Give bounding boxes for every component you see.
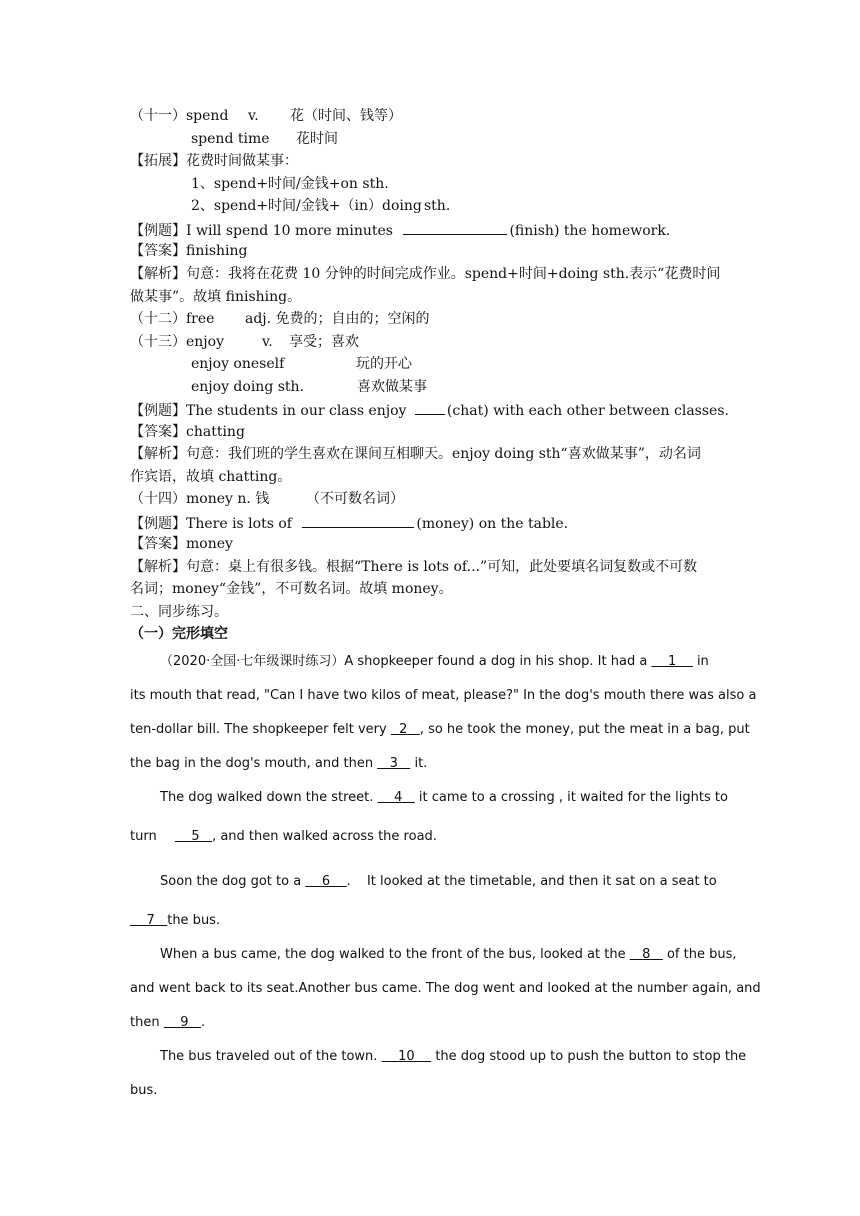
passage-line-8: [130, 911, 220, 931]
passage-text: ten-dollar bill. The shopkeeper felt very: [130, 722, 387, 737]
passage-line-4: [130, 754, 427, 774]
example-enjoy-prefix: 【例题】The students in our class enjoy: [130, 403, 407, 419]
phrase-enjoy-doing: enjoy doing sth.: [191, 379, 305, 395]
blank-number: 9: [180, 1015, 189, 1030]
phrase-enjoy-oneself-meaning: 玩的开心: [356, 356, 412, 372]
cloze-blank-10: [382, 1049, 432, 1064]
passage-line-10: and went back to its seat.Another bus came. The dog went and looked at the number again, and: [130, 981, 761, 996]
extension-rule-2-end: sth.: [424, 198, 451, 214]
blank-number: 8: [642, 947, 651, 962]
answer-blank: [415, 399, 445, 415]
passage-text: It looked at the timetable, and then it sat on a seat to: [366, 874, 717, 889]
extension-rule-2: 2、spend+时间/金钱+（in）doing: [191, 198, 422, 214]
passage-line-9: [160, 945, 736, 965]
passage-text: turn: [130, 829, 157, 844]
analysis-spend-line1: 【解析】句意：我将在花费 10 分钟的时间完成作业。spend+时间+doing sth.表示“花费时间: [130, 266, 721, 282]
blank-number: 6: [321, 874, 331, 889]
answer-blank: [302, 512, 414, 528]
extension-label: 【拓展】花费时间做某事：: [130, 153, 298, 169]
entry-money-heading: （十四）money n. 钱: [130, 491, 270, 507]
passage-text: The dog walked down the street.: [160, 790, 374, 805]
answer-money: 【答案】money: [130, 536, 233, 552]
example-spend: [130, 219, 670, 241]
passage-line-12: [160, 1047, 746, 1067]
passage-text: When a bus came, the dog walked to the front of the bus, looked at the: [160, 947, 626, 962]
passage-line-3: [130, 720, 750, 740]
analysis-enjoy-line2: 作宾语，故填 chatting。: [130, 469, 292, 485]
passage-line-2: its mouth that read, "Can I have two kilos of meat, please?" In the dog's mouth there was also a: [130, 688, 757, 703]
blank-number: 7: [146, 913, 155, 928]
passage-line-7: [160, 872, 717, 892]
phrase-spend-time-meaning: 花时间: [296, 131, 338, 147]
section-cloze-heading: （一）完形填空: [130, 626, 228, 642]
entry-enjoy-meaning: 享受；喜欢: [289, 334, 359, 350]
blank-number: 2: [399, 722, 408, 737]
analysis-money-line2: 名词；money“金钱”，不可数名词。故填 money。: [130, 581, 453, 597]
passage-text: The bus traveled out of the town.: [160, 1049, 378, 1064]
answer-spend: 【答案】finishing: [130, 243, 248, 259]
entry-money-note: （不可数名词）: [306, 491, 404, 507]
example-spend-suffix: (finish) the homework.: [509, 223, 671, 239]
blank-number: 5: [191, 829, 200, 844]
passage-line-5: [160, 788, 728, 808]
passage-text: the dog stood up to push the button to stop the: [435, 1049, 747, 1064]
section-practice-heading: 二、同步练习。: [130, 604, 228, 620]
answer-blank: [403, 219, 507, 235]
example-money: [130, 512, 568, 534]
passage-text: , so he took the money, put the meat in a bag, put: [419, 722, 750, 737]
example-spend-prefix: 【例题】I will spend 10 more minutes: [130, 223, 393, 239]
entry-free-meaning: adj. 免费的；自由的；空闲的: [245, 311, 430, 327]
passage-line-6: [130, 827, 437, 847]
passage-text: in: [696, 654, 709, 669]
cloze-blank-5: [175, 829, 212, 844]
passage-text: then: [130, 1015, 160, 1030]
blank-number: 3: [389, 756, 398, 771]
entry-enjoy-pos: v.: [262, 334, 273, 350]
analysis-money-line1: 【解析】句意：桌上有很多钱。根据“There is lots of...”可知，此处要填名词复数或不可数: [130, 559, 698, 575]
analysis-enjoy-line1: 【解析】句意：我们班的学生喜欢在课间互相聊天。enjoy doing sth“喜欢做某事”，动名词: [130, 446, 701, 462]
passage-line-13: bus.: [130, 1083, 158, 1098]
cloze-blank-1: [651, 654, 692, 669]
phrase-enjoy-doing-meaning: 喜欢做某事: [357, 379, 427, 395]
entry-spend-meaning: 花（时间、钱等）: [290, 108, 402, 124]
cloze-blank-3: [377, 756, 410, 771]
entry-free-heading: （十二）free: [130, 311, 215, 327]
passage-text: it came to a crossing , it waited for the lights to: [418, 790, 728, 805]
phrase-enjoy-oneself: enjoy oneself: [191, 356, 285, 372]
cloze-blank-2: [391, 722, 420, 737]
cloze-blank-4: [378, 790, 415, 805]
example-money-suffix: (money) on the table.: [416, 516, 569, 532]
blank-number: 10: [398, 1049, 415, 1064]
cloze-blank-7: [130, 913, 167, 928]
answer-enjoy: 【答案】chatting: [130, 424, 245, 440]
phrase-spend-time: spend time: [191, 131, 270, 147]
extension-rule-1: 1、spend+时间/金钱+on sth.: [191, 176, 389, 192]
passage-text: .: [346, 874, 351, 889]
cloze-blank-8: [630, 947, 663, 962]
blank-number: 1: [667, 654, 677, 669]
passage-text: Soon the dog got to a: [160, 874, 302, 889]
passage-text: of the bus,: [666, 947, 737, 962]
cloze-blank-6: [305, 874, 346, 889]
passage-text: the bag in the dog's mouth, and then: [130, 756, 374, 771]
passage-text: the bus.: [167, 913, 221, 928]
passage-line-11: [130, 1013, 205, 1033]
example-enjoy: [130, 399, 729, 421]
entry-spend-pos: v.: [248, 108, 259, 124]
example-enjoy-suffix: (chat) with each other between classes.: [446, 403, 729, 419]
passage-line-1: [160, 652, 709, 672]
passage-text: it.: [414, 756, 428, 771]
passage-text: .: [200, 1015, 206, 1030]
entry-enjoy-heading: （十三）enjoy: [130, 334, 224, 350]
example-money-prefix: 【例题】There is lots of: [130, 516, 292, 532]
analysis-spend-line2: 做某事”。故填 finishing。: [130, 289, 302, 305]
passage-text: （2020·全国·七年级课时练习）A shopkeeper found a dog in his shop. It had a: [160, 654, 648, 669]
entry-spend-heading: （十一）spend: [130, 108, 229, 124]
passage-text: , and then walked across the road.: [212, 829, 437, 844]
cloze-blank-9: [164, 1015, 201, 1030]
blank-number: 4: [394, 790, 403, 805]
